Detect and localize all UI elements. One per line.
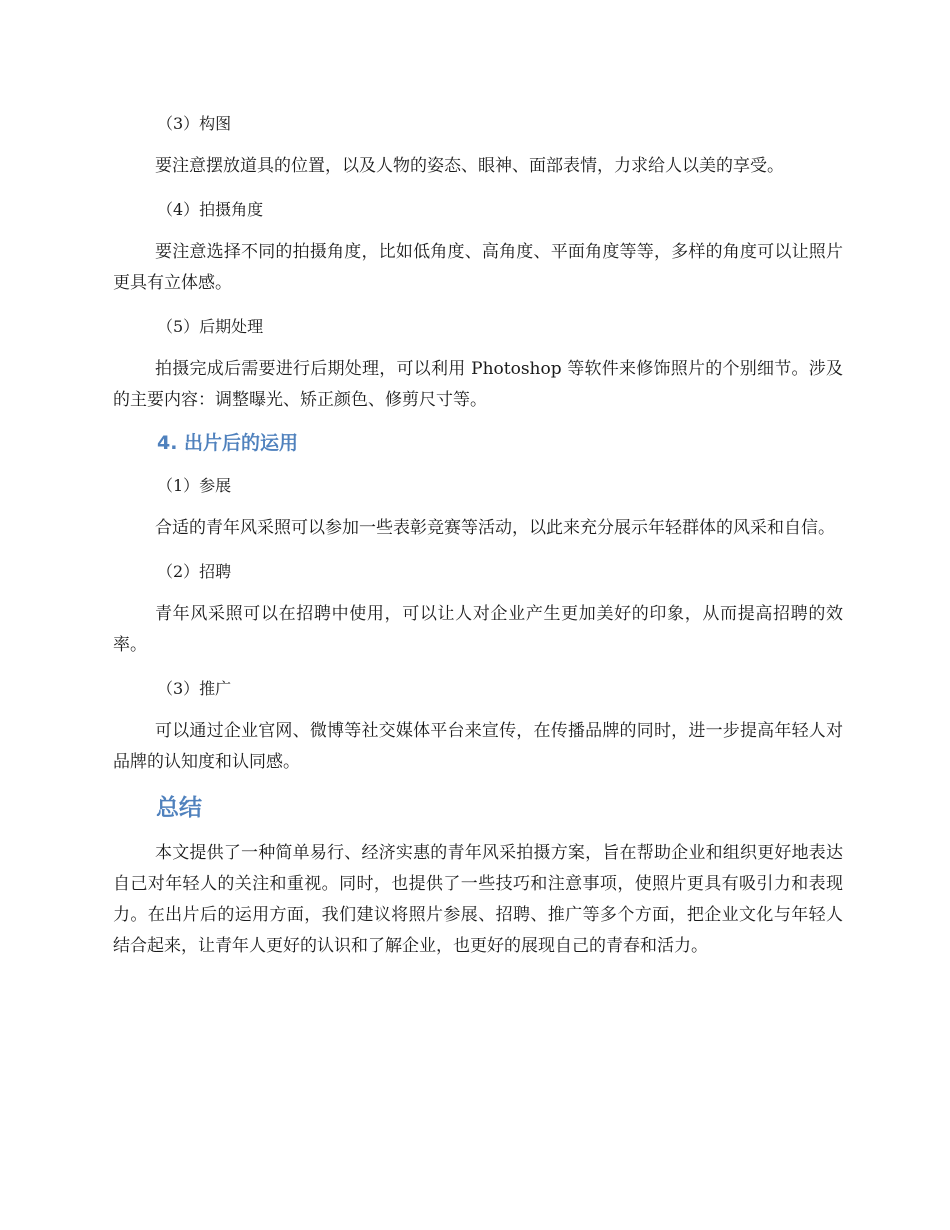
summary-paragraph: 本文提供了一种简单易行、经济实惠的青年风采拍摄方案，旨在帮助企业和组织更好地表达自己对年轻人的关注和重视。同时，也提供了一些技巧和注意事项，使照片更具有吸引力和表现力。在出片后的运用方面，我们建议将照片参展、招聘、推广等多个方面，把企业文化与年轻人结合起来，让青年人更好的认识和了解企业，也更好的展现自己的青春和活力。 (113, 843, 843, 956)
promotion-heading: （3）推广 (157, 679, 232, 698)
document-page (113, 108, 843, 962)
post-processing-paragraph: 拍摄完成后需要进行后期处理，可以利用 Photoshop 等软件来修饰照片的个别细节。涉及的主要内容：调整曝光、矫正颜色、修剪尺寸等。 (113, 359, 843, 410)
angle-paragraph: 要注意选择不同的拍摄角度，比如低角度、高角度、平面角度等等，多样的角度可以让照片更具有立体感。 (113, 242, 843, 293)
promotion-paragraph: 可以通过企业官网、微博等社交媒体平台来宣传，在传播品牌的同时，进一步提高年轻人对品牌的认知度和认同感。 (113, 721, 843, 772)
recruit-paragraph: 青年风采照可以在招聘中使用，可以让人对企业产生更加美好的印象，从而提高招聘的效率。 (113, 604, 843, 655)
exhibit-heading: （1）参展 (157, 476, 232, 495)
exhibit-paragraph: 合适的青年风采照可以参加一些表彰竞赛等活动，以此来充分展示年轻群体的风采和自信。 (155, 518, 835, 538)
composition-paragraph: 要注意摆放道具的位置，以及人物的姿态、眼神、面部表情，力求给人以美的享受。 (155, 156, 784, 176)
recruit-heading: （2）招聘 (157, 562, 232, 581)
usage-section-title: 4. 出片后的运用 (157, 432, 299, 454)
angle-heading: （4）拍摄角度 (157, 200, 264, 219)
summary-title: 总结 (156, 795, 202, 821)
composition-heading: （3）构图 (157, 114, 232, 133)
post-processing-heading: （5）后期处理 (157, 317, 264, 336)
